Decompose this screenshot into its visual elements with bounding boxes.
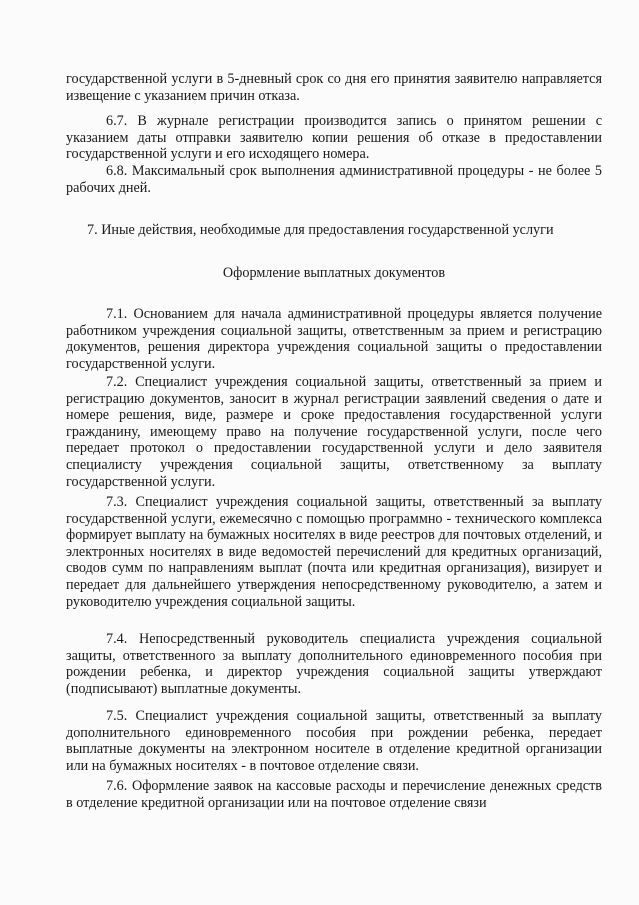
section-7-title: 7. Иные действия, необходимые для предоставления государственной услуги — [87, 222, 554, 238]
paragraph-7-5: 7.5. Специалист учреждения социальной защиты, ответственный за выплату дополнительного единовременного пособия при рождении ребенка, передает выплатные документы на электронном носителе в отделение кредитной организации или на бумажных носителях - в почтовое отделение связи. — [66, 708, 602, 774]
subsection-title: Оформление выплатных документов — [222, 265, 446, 281]
paragraph-7-2: 7.2. Специалист учреждения социальной защиты, ответственный за прием и регистрацию документов, заносит в журнал регистрации заявлений сведения о дате и номере решения, виде, размере и сроке предоставления государственной услуги гражданину, имеющему право на получение государственной услуги, после чего передает протокол о предоставлении государственной услуги и дело заявителя специалисту учреждения социальной защиты, ответственному за выплату государственной услуги. — [66, 374, 602, 490]
paragraph-7-3: 7.3. Специалист учреждения социальной защиты, ответственный за выплату государственной услуги, ежемесячно с помощью программно - технического комплекса формирует выплату на бумажных носителях в виде реестров для почтовых отделений, и электронных носителях в виде ведомостей перечислений для кредитных организаций, сводов сумм по направлениям выплат (почта или кредитная организация), визирует и передает для дальнейшего утверждения непосредственному руководителю, а затем и руководителю учреждения социальной защиты. — [66, 494, 602, 610]
paragraph-7-1: 7.1. Основанием для начала административной процедуры является получение работником учреждения социальной защиты, ответственным за прием и регистрацию документов, решения директора учреждения социальной защиты о предоставлении государственной услуги. — [66, 306, 602, 372]
paragraph-6-8: 6.8. Максимальный срок выполнения административной процедуры - не более 5 рабочих дней. — [66, 163, 602, 196]
paragraph-7-6: 7.6. Оформление заявок на кассовые расходы и перечисление денежных средств в отделение кредитной организации или на почтовое отделение связи — [66, 778, 602, 811]
paragraph-6-7: 6.7. В журнале регистрации производится запись о принятом решении с указанием даты отправки заявителю копии решения об отказе в предоставлении государственной услуги и его исходящего номера. — [66, 113, 602, 163]
paragraph-continuation: государственной услуги в 5-дневный срок со дня его принятия заявителю направляется извещение с указанием причин отказа. — [66, 71, 602, 104]
paragraph-7-4: 7.4. Непосредственный руководитель специалиста учреждения социальной защиты, ответственного за выплату дополнительного единовременного пособия при рождении ребенка, и директор учреждения социальной защиты утверждают (подписывают) выплатные документы. — [66, 631, 602, 697]
